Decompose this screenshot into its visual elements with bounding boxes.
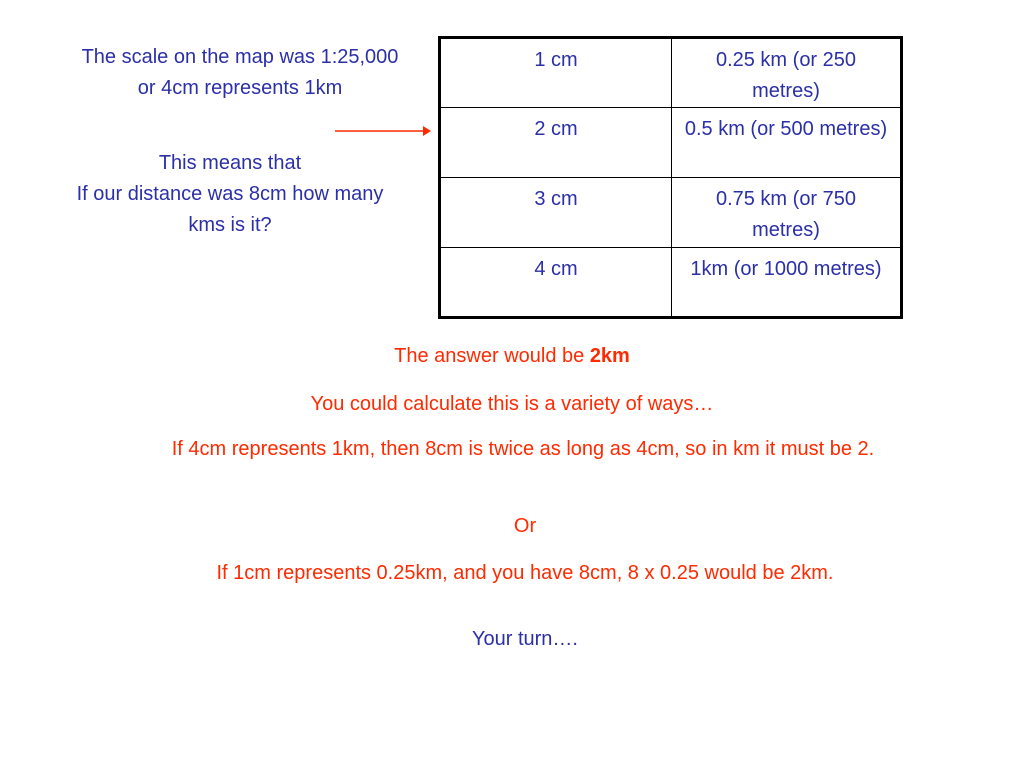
- table-row: [440, 178, 902, 248]
- method-two: If 1cm represents 0.25km, and you have 8cm, 8 x 0.25 would be 2km.: [216, 562, 834, 584]
- table-row: [440, 248, 902, 318]
- question-block: [60, 148, 400, 241]
- map-distance-cell: 3 cm: [440, 178, 672, 248]
- your-turn: Your turn….: [472, 628, 578, 650]
- table-row: [440, 108, 902, 178]
- real-distance-cell: 1km (or 1000 metres): [672, 248, 902, 318]
- arrow-right-icon: [333, 123, 433, 139]
- answer-line: [0, 341, 1024, 372]
- map-distance-cell: 2 cm: [440, 108, 672, 178]
- question-text: If our distance was 8cm how many kms is it?: [76, 183, 384, 236]
- scale-statement: The scale on the map was 1:25,000 or 4cm represents 1km: [81, 46, 399, 99]
- scale-conversion-table: [438, 36, 903, 319]
- means-line: This means that: [158, 152, 302, 174]
- map-distance-cell: 4 cm: [440, 248, 672, 318]
- table-row: [440, 38, 902, 108]
- or-divider: Or: [513, 515, 537, 537]
- map-distance-cell: 1 cm: [440, 38, 672, 108]
- variety-line: You could calculate this is a variety of ways…: [310, 393, 714, 415]
- real-distance-cell: 0.25 km (or 250 metres): [672, 38, 902, 108]
- answer-value: 2km: [589, 345, 630, 367]
- real-distance-cell: 0.5 km (or 500 metres): [672, 108, 902, 178]
- real-distance-cell: 0.75 km (or 750 metres): [672, 178, 902, 248]
- answer-prefix: The answer would be: [394, 345, 590, 367]
- method-one: If 4cm represents 1km, then 8cm is twice as long as 4cm, so in km it must be 2.: [171, 438, 875, 460]
